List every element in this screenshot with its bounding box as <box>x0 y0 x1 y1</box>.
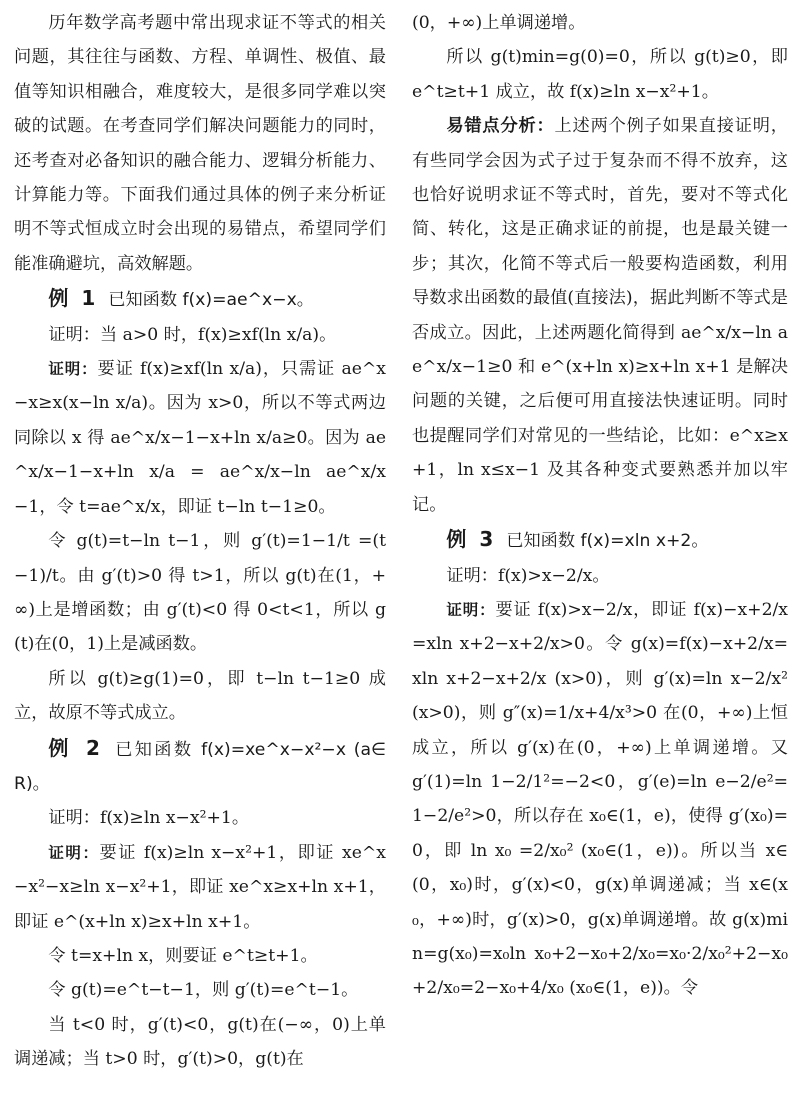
example-2-proof <box>14 836 386 939</box>
example-2-proof-label: 证明： <box>48 843 100 862</box>
example-2-proof-text: 要证 f(x)≥ln x−x²+1，即证 xe^x−x²−x≥ln x−x²+1，即证 xe^x≥x+ln x+1，即证 e^(x+ln x)≥x+ln x+1。 <box>14 842 386 932</box>
example-1-given: 已知函数 f(x)=ae^x−x。 <box>108 290 314 311</box>
example-3-statement: 证明：f(x)>x−2/x。 <box>446 565 610 586</box>
left-column <box>14 6 386 1077</box>
example-3-given: 已知函数 f(x)=xln x+2。 <box>506 531 709 552</box>
intro-paragraph: 历年数学高考题中常出现求证不等式的相关问题，其往往与函数、方程、单调性、极值、最值等知识相融合，难度较大，是很多同学难以突破的试题。在考查同学们解决问题能力的同时，还考查对必备知识的融合能力、逻辑分析能力、计算能力等。下面我们通过具体的例子来分析证明不等式恒成立时会出现的易错点，希望同学们能准确避坑，高效解题。 <box>14 13 386 274</box>
example-3-proof <box>412 593 788 1006</box>
example-3-label: 例 3 <box>446 527 497 552</box>
example-2-label: 例 2 <box>48 735 103 760</box>
example-1-heading <box>14 281 386 317</box>
example-3-proof-text: 要证 f(x)>x−2/x，即证 f(x)−x+2/x=xln x+2−x+2/x>0。令 g(x)=f(x)−x+2/x=xln x+2−x+2/x (x>0)，则 g′(x)=ln x−2/x² (x>0)，则 g″(x)=1/x+4/x³>0 在(0，+∞)上恒成立，所以 g′(x)在(0，+∞)上单调递增。又 g′(1)=ln 1−2/1²=−2<0，g′(e)=ln e−2/e²=1−2/e²>0，所以存在 x₀∈(1，e)，使得 g′(x₀)=0，即 ln x₀ =2/x₀² (x₀∈(1，e))。所以当 x∈(0，x₀)时，g′(x)<0，g(x)单调递减；当 x∈(x₀，+∞)时，g′(x)>0，g(x)单调递增。故 g(x)min=g(x₀)=x₀ln x₀+2−x₀+2/x₀=x₀·2/x₀²+2−x₀+2/x₀=2−x₀+4/x₀ (x₀∈(1，e))。令 <box>412 599 788 999</box>
example-2-conclusion: 所以 g(t)min=g(0)=0，所以 g(t)≥0，即 e^t≥t+1 成立，故 f(x)≥ln x−x²+1。 <box>412 47 788 102</box>
example-1-proof-text: 要证 f(x)≥xf(ln x/a)，只需证 ae^x−x≥x(x−ln x/a)。因为 x>0，所以不等式两边同除以 x 得 ae^x/x−1−x+ln x/a≥0。因为 ae^x/x−1−x+ln x/a = ae^x/x−ln ae^x/x−1，令 t=ae^x/x，即证 t−ln t−1≥0。 <box>14 359 386 517</box>
example-1-proof <box>14 352 386 524</box>
error-analysis-paragraph <box>412 109 788 522</box>
example-3-heading <box>412 522 788 558</box>
right-column <box>412 6 788 1006</box>
example-2-heading <box>14 731 386 802</box>
example-3-proof-label: 证明： <box>446 600 496 619</box>
example-2-proof-step-3: 令 g(t)=e^t−t−1，则 g′(t)=e^t−1。 <box>48 980 359 1001</box>
error-analysis-label: 易错点分析： <box>446 116 555 137</box>
error-analysis-text: 上述两个例子如果直接证明，有些同学会因为式子过于复杂而不得不放弃，这也恰好说明求证不等式时，首先，要对不等式化简、转化，这是正确求证的前提，也是最关键一步；其次，化简不等式后一般要构造函数，利用导数求出函数的最值(直接法)，据此判断不等式是否成立。因此，上述两题化简得到 ae^x/x−ln ae^x/x−1≥0 和 e^(x+ln x)≥x+ln x+1 是解决问题的关键，之后便可用直接法快速证明。同时也提醒同学们对常见的一些结论，比如：e^x≥x+1，ln x≤x−1 及其各种变式要熟悉并加以牢记。 <box>412 116 788 515</box>
example-2-proof-continued: (0，+∞)上单调递增。 <box>412 13 586 33</box>
example-1-proof-label: 证明： <box>48 360 98 379</box>
example-2-proof-step-2: 令 t=x+ln x，则要证 e^t≥t+1。 <box>48 945 318 966</box>
example-1-proof-step-3: 所以 g(t)≥g(1)=0，即 t−ln t−1≥0 成立，故原不等式成立。 <box>14 668 386 724</box>
example-2-statement: 证明：f(x)≥ln x−x²+1。 <box>48 808 250 829</box>
example-1-statement: 证明：当 a>0 时，f(x)≥xf(ln x/a)。 <box>48 324 337 345</box>
example-2-given: 已知函数 f(x)=xe^x−x²−x (a∈R)。 <box>14 739 386 794</box>
example-1-label: 例 1 <box>48 286 99 311</box>
example-2-proof-step-4: 当 t<0 时，g′(t)<0，g(t)在(−∞，0)上单调递减；当 t>0 时，g′(t)>0，g(t)在 <box>14 1014 386 1070</box>
example-1-proof-step-2: 令 g(t)=t−ln t−1，则 g′(t)=1−1/t =(t−1)/t。由 g′(t)>0 得 t>1，所以 g(t)在(1，+∞)上是增函数；由 g′(t)<0 得 0<t<1，所以 g(t)在(0，1)上是减函数。 <box>14 531 386 655</box>
